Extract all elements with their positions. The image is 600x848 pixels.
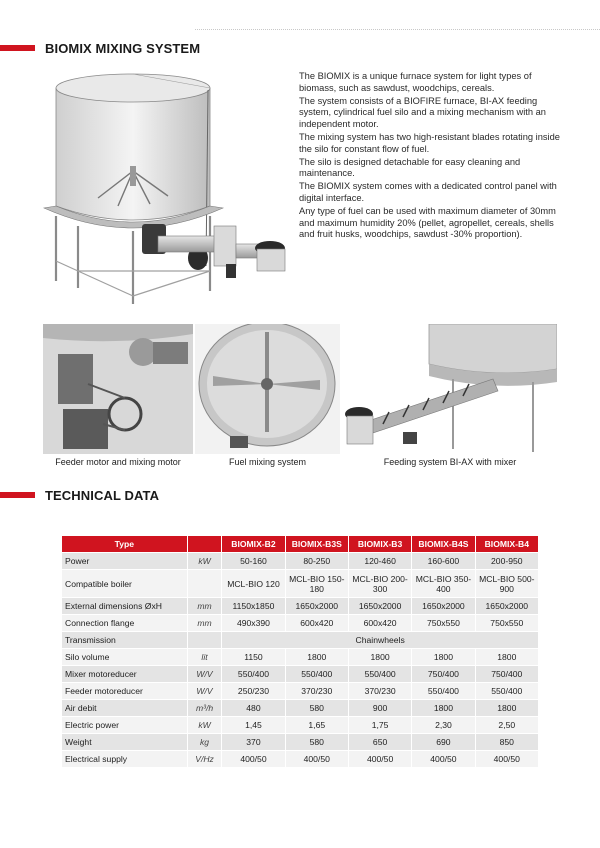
table-cell: 580 xyxy=(286,734,348,750)
intro-paragraph: The mixing system has two high-resistant blades rotating inside the silo for constant flow of fuel. xyxy=(299,131,560,154)
intro-paragraph: The system consists of a BIOFIRE furnace, BI-AX feeding system, cylindrical fuel silo and a mixing mechanism with an independent motor. xyxy=(299,95,546,130)
technical-data-table xyxy=(61,535,539,768)
row-unit xyxy=(188,632,222,648)
table-cell: 750/400 xyxy=(412,666,474,682)
table-cell: 2,50 xyxy=(476,717,538,733)
table-cell: 400/50 xyxy=(476,751,538,767)
column-header: Type xyxy=(62,536,187,552)
table-row xyxy=(62,683,538,699)
row-unit: kW xyxy=(188,717,222,733)
table-cell: MCL-BIO 150-180 xyxy=(286,570,348,597)
table-cell: 400/50 xyxy=(412,751,474,767)
row-label: Air debit xyxy=(62,700,187,716)
table-cell: 1150 xyxy=(222,649,284,665)
table-row xyxy=(62,734,538,750)
intro-text xyxy=(299,71,560,242)
photo-fuel-mixing xyxy=(195,324,340,454)
table-cell: 1800 xyxy=(286,649,348,665)
table-cell: 480 xyxy=(222,700,284,716)
table-cell: 400/50 xyxy=(222,751,284,767)
row-label: Mixer motoreducer xyxy=(62,666,187,682)
intro-paragraph: The BIOMIX is a unique furnace system for light types of biomass, such as sawdust, woodchips, cereals. xyxy=(299,71,532,93)
red-accent-bar xyxy=(0,45,35,51)
table-cell: 600x420 xyxy=(286,615,348,631)
table-cell: 250/230 xyxy=(222,683,284,699)
table-cell: 400/50 xyxy=(349,751,411,767)
row-unit: lit xyxy=(188,649,222,665)
table-cell: MCL-BIO 350-400 xyxy=(412,570,474,597)
table-cell: 550/400 xyxy=(476,683,538,699)
table-row xyxy=(62,570,538,597)
row-label: Compatible boiler xyxy=(62,570,187,597)
row-label: Electrical supply xyxy=(62,751,187,767)
table-row xyxy=(62,632,538,648)
row-label: Silo volume xyxy=(62,649,187,665)
table-cell: 850 xyxy=(476,734,538,750)
row-label: Feeder motoreducer xyxy=(62,683,187,699)
table-cell: MCL-BIO 500-900 xyxy=(476,570,538,597)
table-cell: 750x550 xyxy=(476,615,538,631)
table-cell: 1,65 xyxy=(286,717,348,733)
table-cell: MCL-BIO 120 xyxy=(222,570,284,597)
row-unit: W/V xyxy=(188,666,222,682)
table-cell: 1800 xyxy=(476,700,538,716)
column-header: BIOMIX-B3 xyxy=(349,536,411,552)
table-cell: 1650x2000 xyxy=(286,598,348,614)
row-unit: m³/h xyxy=(188,700,222,716)
row-unit: kg xyxy=(188,734,222,750)
row-label: Electric power xyxy=(62,717,187,733)
photo-feeding-system xyxy=(343,324,557,454)
table-cell: 580 xyxy=(286,700,348,716)
caption-feeding-system: Feeding system BI-AX with mixer xyxy=(383,457,517,467)
table-cell: 550/400 xyxy=(286,666,348,682)
row-unit: mm xyxy=(188,598,222,614)
column-header xyxy=(188,536,222,552)
table-cell: 1150x1850 xyxy=(222,598,284,614)
table-row xyxy=(62,598,538,614)
table-cell: 400/50 xyxy=(286,751,348,767)
row-unit: W/V xyxy=(188,683,222,699)
table-cell: 750x550 xyxy=(412,615,474,631)
table-cell: 690 xyxy=(412,734,474,750)
table-row xyxy=(62,666,538,682)
table-cell: 1800 xyxy=(476,649,538,665)
row-label: External dimensions ØxH xyxy=(62,598,187,614)
table-cell: 1,45 xyxy=(222,717,284,733)
table-cell: 900 xyxy=(349,700,411,716)
row-label: Connection flange xyxy=(62,615,187,631)
table-cell: 2,30 xyxy=(412,717,474,733)
caption-feeder-motor: Feeder motor and mixing motor xyxy=(55,457,181,467)
table-cell: 1650x2000 xyxy=(349,598,411,614)
section-title: BIOMIX MIXING SYSTEM xyxy=(45,40,201,56)
table-row xyxy=(62,751,538,767)
table-cell-merged: Chainwheels xyxy=(222,632,538,648)
column-header: BIOMIX-B3S xyxy=(286,536,348,552)
row-label: Power xyxy=(62,553,187,569)
table-cell: 750/400 xyxy=(476,666,538,682)
row-label: Transmission xyxy=(62,632,187,648)
table-row xyxy=(62,717,538,733)
photo-feeder-motor xyxy=(43,324,193,454)
row-unit: kW xyxy=(188,553,222,569)
row-label: Weight xyxy=(62,734,187,750)
table-row xyxy=(62,553,538,569)
table-cell: 490x390 xyxy=(222,615,284,631)
table-cell: MCL-BIO 200-300 xyxy=(349,570,411,597)
table-cell: 370/230 xyxy=(349,683,411,699)
table-cell: 1650x2000 xyxy=(412,598,474,614)
table-cell: 1800 xyxy=(412,649,474,665)
table-cell: 550/400 xyxy=(222,666,284,682)
table-row xyxy=(62,649,538,665)
section-header-technical xyxy=(0,488,159,502)
table-cell: 370/230 xyxy=(286,683,348,699)
table-cell: 200-950 xyxy=(476,553,538,569)
table-cell: 1,75 xyxy=(349,717,411,733)
table-cell: 370 xyxy=(222,734,284,750)
table-cell: 1800 xyxy=(349,649,411,665)
table-row xyxy=(62,615,538,631)
table-cell: 600x420 xyxy=(349,615,411,631)
table-cell: 650 xyxy=(349,734,411,750)
biomix-silo-illustration xyxy=(38,66,303,306)
column-header: BIOMIX-B4 xyxy=(476,536,538,552)
intro-paragraph: Any type of fuel can be used with maximum diameter of 30mm and maximum humidity 20% (pellet, agropellet, cereals, shells and fruit husks, woodchips, sawdust -30% proportion). xyxy=(299,205,556,240)
red-accent-bar xyxy=(0,492,35,498)
column-header: BIOMIX-B4S xyxy=(412,536,474,552)
table-cell: 550/400 xyxy=(412,683,474,699)
table-row xyxy=(62,700,538,716)
column-header: BIOMIX-B2 xyxy=(222,536,284,552)
table-cell: 1650x2000 xyxy=(476,598,538,614)
table-cell: 1800 xyxy=(412,700,474,716)
table-cell: 160-600 xyxy=(412,553,474,569)
caption-fuel-mixing: Fuel mixing system xyxy=(228,457,307,467)
section-title: TECHNICAL DATA xyxy=(45,487,160,503)
table-cell: 80-250 xyxy=(286,553,348,569)
table-cell: 50-160 xyxy=(222,553,284,569)
intro-paragraph: The silo is designed detachable for easy cleaning and maintenance. xyxy=(299,156,521,179)
row-unit: mm xyxy=(188,615,222,631)
table-header-row xyxy=(62,536,538,552)
table-cell: 550/400 xyxy=(349,666,411,682)
table-cell: 120-460 xyxy=(349,553,411,569)
intro-paragraph: The BIOMIX system comes with a dedicated control panel with digital interface. xyxy=(299,181,557,203)
section-header-biomix xyxy=(0,41,200,55)
top-dotted-rule xyxy=(195,29,600,30)
row-unit: V/Hz xyxy=(188,751,222,767)
row-unit xyxy=(188,570,222,597)
